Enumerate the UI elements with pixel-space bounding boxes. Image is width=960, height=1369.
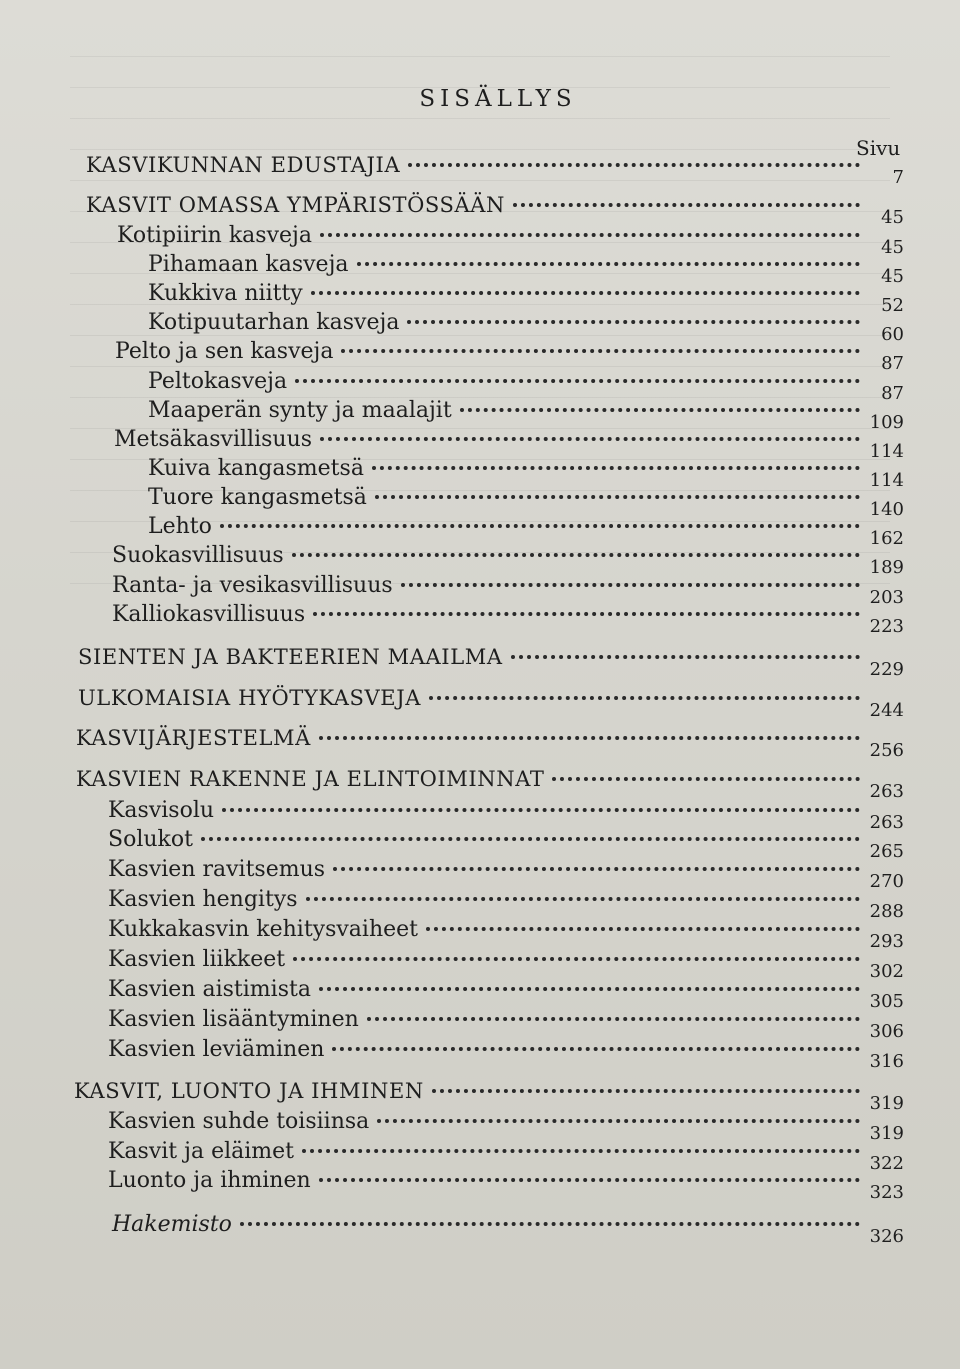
toc-entry-title: Peltokasveja [148,369,288,394]
toc-entry-title: Lehto [148,514,212,539]
toc-entry-title: KASVIEN RAKENNE JA ELINTOIMINNAT [76,767,545,791]
dot-leader [222,788,860,812]
toc-entry-page: 189 [869,557,904,578]
toc-entry-title: Kuiva kangasmetsä [148,456,364,481]
toc-entry [78,640,904,680]
toc-entry-page: 319 [869,1093,904,1114]
toc-entry-title: Pihamaan kasveja [148,252,349,277]
toc-entry-title: KASVIJÄRJESTELMÄ [76,726,311,750]
toc-entry-page: 302 [869,961,904,982]
dot-leader [408,143,860,167]
toc-entry-page: 60 [881,324,904,345]
dot-leader [432,1069,860,1093]
dot-leader [311,271,860,295]
toc-entry-page: 319 [869,1123,904,1144]
dot-leader [319,716,860,740]
dot-leader [341,329,860,353]
toc-entry-page: 109 [869,412,904,433]
toc-entry-title: Pelto ja sen kasveja [115,339,334,364]
dot-leader [293,937,860,961]
toc-entry-title: Metsäkasvillisuus [114,427,313,452]
toc-entry-title: Suokasvillisuus [112,543,284,568]
toc-entry-page: 263 [869,812,904,833]
toc-entry-title: KASVIT OMASSA YMPÄRISTÖSSÄÄN [86,193,506,217]
toc-entry-page: 87 [881,383,904,404]
toc-entry-page: 305 [869,991,904,1012]
toc-entry [108,1032,904,1072]
dot-leader [320,213,860,237]
toc-entry-page: 265 [869,841,904,862]
page-column-header: Sivu [856,136,901,160]
toc-entry-title: Kasvien aistimista [108,977,311,1002]
toc-entry-title: Tuore kangasmetsä [148,485,367,510]
toc-entry-title: KASVIKUNNAN EDUSTAJIA [86,153,401,177]
dot-leader [201,817,860,841]
dot-leader [319,967,860,991]
dot-leader [377,1099,860,1123]
toc-entry [112,1207,904,1247]
toc-entry-title: Luonto ja ihminen [108,1168,311,1193]
dot-leader [429,676,860,700]
dot-leader [372,446,860,470]
toc-entry-page: 306 [869,1021,904,1042]
toc-entry-title: Maaperän synty ja maalajit [148,398,452,423]
toc-entry [112,597,904,637]
dot-leader [302,1129,860,1153]
toc-entry-page: 322 [869,1153,904,1174]
toc-entry-page: 45 [881,237,904,258]
toc-entry-page: 140 [869,499,904,520]
toc-entry-title: Kasvien lisääntyminen [108,1007,359,1032]
toc-entry-page: 263 [869,781,904,802]
toc-entry-page: 45 [881,266,904,287]
toc-entry-title: KASVIT, LUONTO JA IHMINEN [74,1079,424,1103]
dot-leader [319,1158,860,1182]
toc-entry-page: 203 [869,587,904,608]
toc-entry-page: 87 [881,353,904,374]
toc-entry-page: 316 [869,1051,904,1072]
dot-leader [460,388,860,412]
dot-leader [407,300,860,324]
dot-leader [375,475,860,499]
toc-entry-title: Kasvien liikkeet [108,947,286,972]
dot-leader [357,242,860,266]
toc-entry-page: 256 [869,740,904,761]
toc-entry-title: Kotipiirin kasveja [117,223,312,248]
toc-entry [76,721,904,761]
toc-entry-title: Kasvisolu [108,798,215,823]
toc-entry-page: 293 [869,931,904,952]
toc-entry-title: Ranta- ja vesikasvillisuus [112,573,393,598]
dot-leader [552,757,860,781]
dot-leader [220,504,860,528]
toc-entry-page: 52 [881,295,904,316]
toc-entry-title: Kasvien ravitsemus [108,857,326,882]
dot-leader [426,907,860,931]
toc-entry-page: 223 [869,616,904,637]
toc-entry-page: 114 [869,470,904,491]
dot-leader [313,592,860,616]
toc-entry-page: 229 [869,659,904,680]
page-title: SISÄLLYS [419,86,577,112]
toc-entry-page: 244 [869,700,904,721]
toc-entry [78,681,904,721]
toc-entry-title: Hakemisto [112,1212,232,1237]
dot-leader [513,183,860,207]
dot-leader [240,1202,860,1226]
dot-leader [401,563,860,587]
dot-leader [511,635,860,659]
dot-leader [320,417,860,441]
toc-entry-title: Kalliokasvillisuus [112,602,306,627]
toc-entry-page: 270 [869,871,904,892]
toc-entry-title: ULKOMAISIA HYÖTYKASVEJA [78,686,422,710]
dot-leader [306,877,860,901]
toc-entry-page: 114 [869,441,904,462]
toc-entry-page: 45 [881,207,904,228]
toc-entry-title: Kukkakasvin kehitysvaiheet [108,917,419,942]
toc-entry-title: Kasvien suhde toisiinsa [108,1109,370,1134]
dot-leader [333,847,860,871]
dot-leader [295,359,860,383]
toc-entry [108,1163,904,1203]
dot-leader [332,1027,860,1051]
toc-entry-page: 326 [869,1226,904,1247]
toc-entry [86,148,904,188]
dot-leader [292,533,860,557]
toc-entry-title: SIENTEN JA BAKTEERIEN MAAILMA [78,645,503,669]
toc-entry-page: 162 [869,528,904,549]
toc-entry-page: 288 [869,901,904,922]
toc-entry-title: Kukkiva niitty [148,281,303,306]
toc-entry-title: Solukot [108,827,193,852]
toc-entry-page: 7 [892,167,904,188]
toc-entry-page: 323 [869,1182,904,1203]
dot-leader [367,997,860,1021]
toc-entry-title: Kotipuutarhan kasveja [148,310,400,335]
toc-entry-title: Kasvien leviäminen [108,1037,325,1062]
toc-entry-title: Kasvien hengitys [108,887,298,912]
toc-entry-title: Kasvit ja eläimet [108,1139,295,1164]
